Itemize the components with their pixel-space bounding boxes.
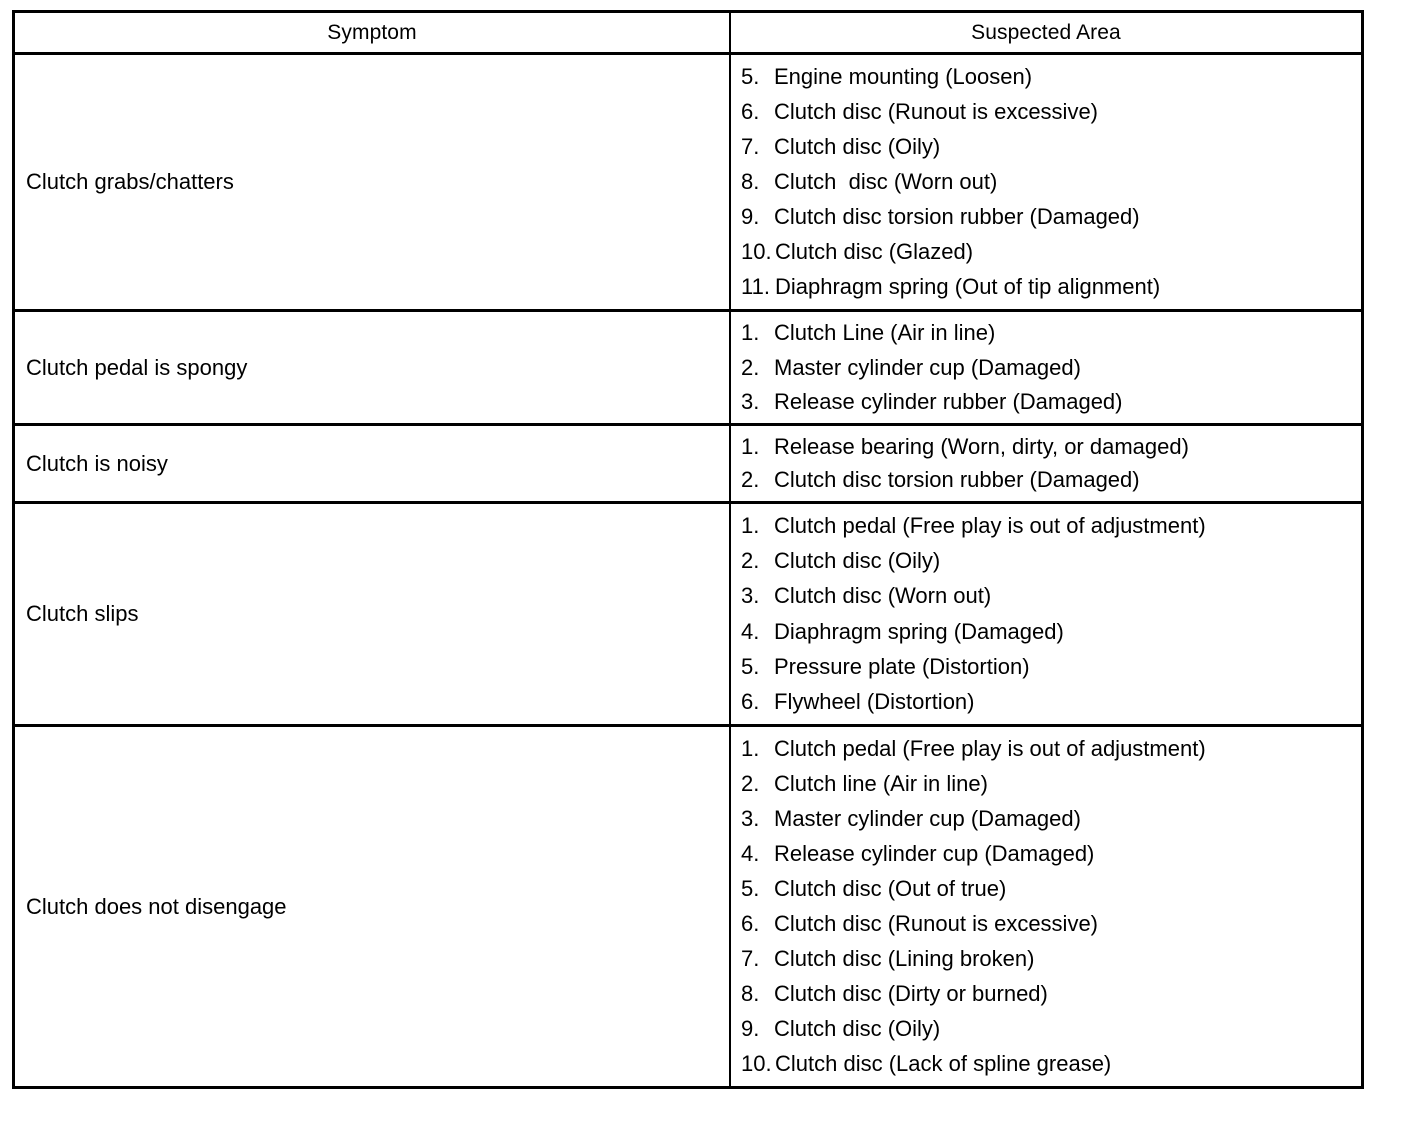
item-number: 4. xyxy=(741,841,760,866)
item-number: 7. xyxy=(741,946,760,971)
item-text: Diaphragm spring (Damaged) xyxy=(774,618,1064,644)
suspected-area-list xyxy=(731,312,1361,423)
suspected-area-item xyxy=(731,841,1361,867)
symptom-label: Clutch grabs/chatters xyxy=(26,169,234,194)
item-text: Release cylinder rubber (Damaged) xyxy=(774,388,1123,414)
suspected-area-item xyxy=(731,771,1361,797)
item-number: 5. xyxy=(741,653,760,679)
item-number: 1. xyxy=(741,513,760,539)
item-text: Clutch disc (Worn out) xyxy=(774,169,998,194)
item-text: Engine mounting (Loosen) xyxy=(774,64,1033,89)
suspected-area-item xyxy=(731,467,1361,493)
item-number: 8. xyxy=(741,981,760,1006)
suspected-area-item xyxy=(731,1016,1361,1042)
suspected-area-item xyxy=(731,946,1361,972)
item-text: Clutch Line (Air in line) xyxy=(774,320,996,346)
item-text: Clutch disc (Oily) xyxy=(774,134,941,159)
column-header-symptom xyxy=(15,13,731,55)
column-header-suspected-area-label: Suspected Area xyxy=(971,20,1121,44)
suspected-area-item xyxy=(731,434,1361,460)
suspected-area-cell xyxy=(731,727,1361,1086)
symptom-cell xyxy=(15,727,731,1086)
item-text: Clutch disc (Runout is excessive) xyxy=(774,911,1099,936)
item-text: Clutch disc (Lack of spline grease) xyxy=(775,1051,1112,1076)
suspected-area-item xyxy=(731,64,1361,90)
item-text: Clutch disc torsion rubber (Damaged) xyxy=(774,204,1140,229)
symptom-cell xyxy=(15,312,731,426)
suspected-area-list xyxy=(731,55,1361,309)
suspected-area-cell xyxy=(731,312,1361,426)
item-number: 6. xyxy=(741,911,760,936)
suspected-area-item xyxy=(731,99,1361,125)
suspected-area-item xyxy=(731,911,1361,937)
item-text: Clutch pedal (Free play is out of adjustment) xyxy=(774,513,1206,539)
item-number: 1. xyxy=(741,736,760,761)
symptom-cell xyxy=(15,504,731,727)
item-text: Clutch disc (Out of true) xyxy=(774,876,1007,901)
suspected-area-item xyxy=(731,548,1361,574)
troubleshooting-table xyxy=(12,10,1364,1089)
item-text: Release bearing (Worn, dirty, or damaged) xyxy=(774,433,1189,459)
item-text: Clutch pedal (Free play is out of adjustment) xyxy=(774,736,1206,761)
suspected-area-cell xyxy=(731,55,1361,312)
item-text: Release cylinder cup (Damaged) xyxy=(774,841,1095,866)
suspected-area-list xyxy=(731,426,1361,501)
item-text: Clutch disc (Dirty or burned) xyxy=(774,981,1048,1006)
item-number: 1. xyxy=(741,320,760,346)
suspected-area-item xyxy=(731,583,1361,609)
item-number: 10. xyxy=(741,1051,772,1076)
item-text: Clutch disc (Runout is excessive) xyxy=(774,99,1099,124)
suspected-area-item xyxy=(731,513,1361,539)
suspected-area-item xyxy=(731,274,1361,300)
item-text: Flywheel (Distortion) xyxy=(774,688,975,714)
item-number: 2. xyxy=(741,467,760,493)
item-text: Clutch line (Air in line) xyxy=(774,771,988,796)
suspected-area-item xyxy=(731,169,1361,195)
item-number: 3. xyxy=(741,583,760,609)
item-number: 1. xyxy=(741,433,760,459)
suspected-area-item xyxy=(731,1051,1361,1077)
suspected-area-item xyxy=(731,876,1361,902)
suspected-area-item xyxy=(731,134,1361,160)
item-number: 10. xyxy=(741,239,772,264)
item-number: 8. xyxy=(741,169,760,194)
suspected-area-item xyxy=(731,204,1361,230)
item-text: Diaphragm spring (Out of tip alignment) xyxy=(775,274,1161,299)
item-number: 9. xyxy=(741,204,760,229)
item-text: Clutch disc (Worn out) xyxy=(774,583,992,609)
suspected-area-item xyxy=(731,355,1361,381)
item-text: Master cylinder cup (Damaged) xyxy=(774,806,1081,831)
item-number: 5. xyxy=(741,64,760,89)
item-text: Clutch disc torsion rubber (Damaged) xyxy=(774,467,1140,493)
symptom-cell xyxy=(15,426,731,504)
suspected-area-list xyxy=(731,504,1361,724)
suspected-area-item xyxy=(731,320,1361,346)
column-header-suspected-area xyxy=(731,13,1361,55)
column-header-symptom-label: Symptom xyxy=(327,20,417,44)
item-text: Clutch disc (Lining broken) xyxy=(774,946,1035,971)
suspected-area-cell xyxy=(731,426,1361,504)
symptom-label: Clutch pedal is spongy xyxy=(26,354,248,380)
item-number: 6. xyxy=(741,688,760,714)
item-number: 2. xyxy=(741,354,760,380)
suspected-area-item xyxy=(731,806,1361,832)
item-text: Clutch disc (Oily) xyxy=(774,548,941,574)
symptom-cell xyxy=(15,55,731,312)
item-text: Clutch disc (Oily) xyxy=(774,1016,941,1041)
item-number: 9. xyxy=(741,1016,760,1041)
item-number: 2. xyxy=(741,548,760,574)
item-text: Pressure plate (Distortion) xyxy=(774,653,1030,679)
suspected-area-item xyxy=(731,736,1361,762)
suspected-area-item xyxy=(731,389,1361,415)
suspected-area-item xyxy=(731,239,1361,265)
item-number: 3. xyxy=(741,806,760,831)
item-number: 4. xyxy=(741,618,760,644)
item-number: 7. xyxy=(741,134,760,159)
item-number: 3. xyxy=(741,388,760,414)
suspected-area-item xyxy=(731,619,1361,645)
symptom-label: Clutch does not disengage xyxy=(26,893,287,919)
symptom-label: Clutch is noisy xyxy=(26,450,168,476)
item-text: Master cylinder cup (Damaged) xyxy=(774,354,1081,380)
item-text: Clutch disc (Glazed) xyxy=(775,239,974,264)
suspected-area-item xyxy=(731,654,1361,680)
item-number: 5. xyxy=(741,876,760,901)
suspected-area-cell xyxy=(731,504,1361,727)
suspected-area-list xyxy=(731,727,1361,1086)
item-number: 6. xyxy=(741,99,760,124)
suspected-area-item xyxy=(731,689,1361,715)
suspected-area-item xyxy=(731,981,1361,1007)
item-number: 11. xyxy=(741,274,770,299)
symptom-label: Clutch slips xyxy=(26,601,139,626)
item-number: 2. xyxy=(741,771,760,796)
